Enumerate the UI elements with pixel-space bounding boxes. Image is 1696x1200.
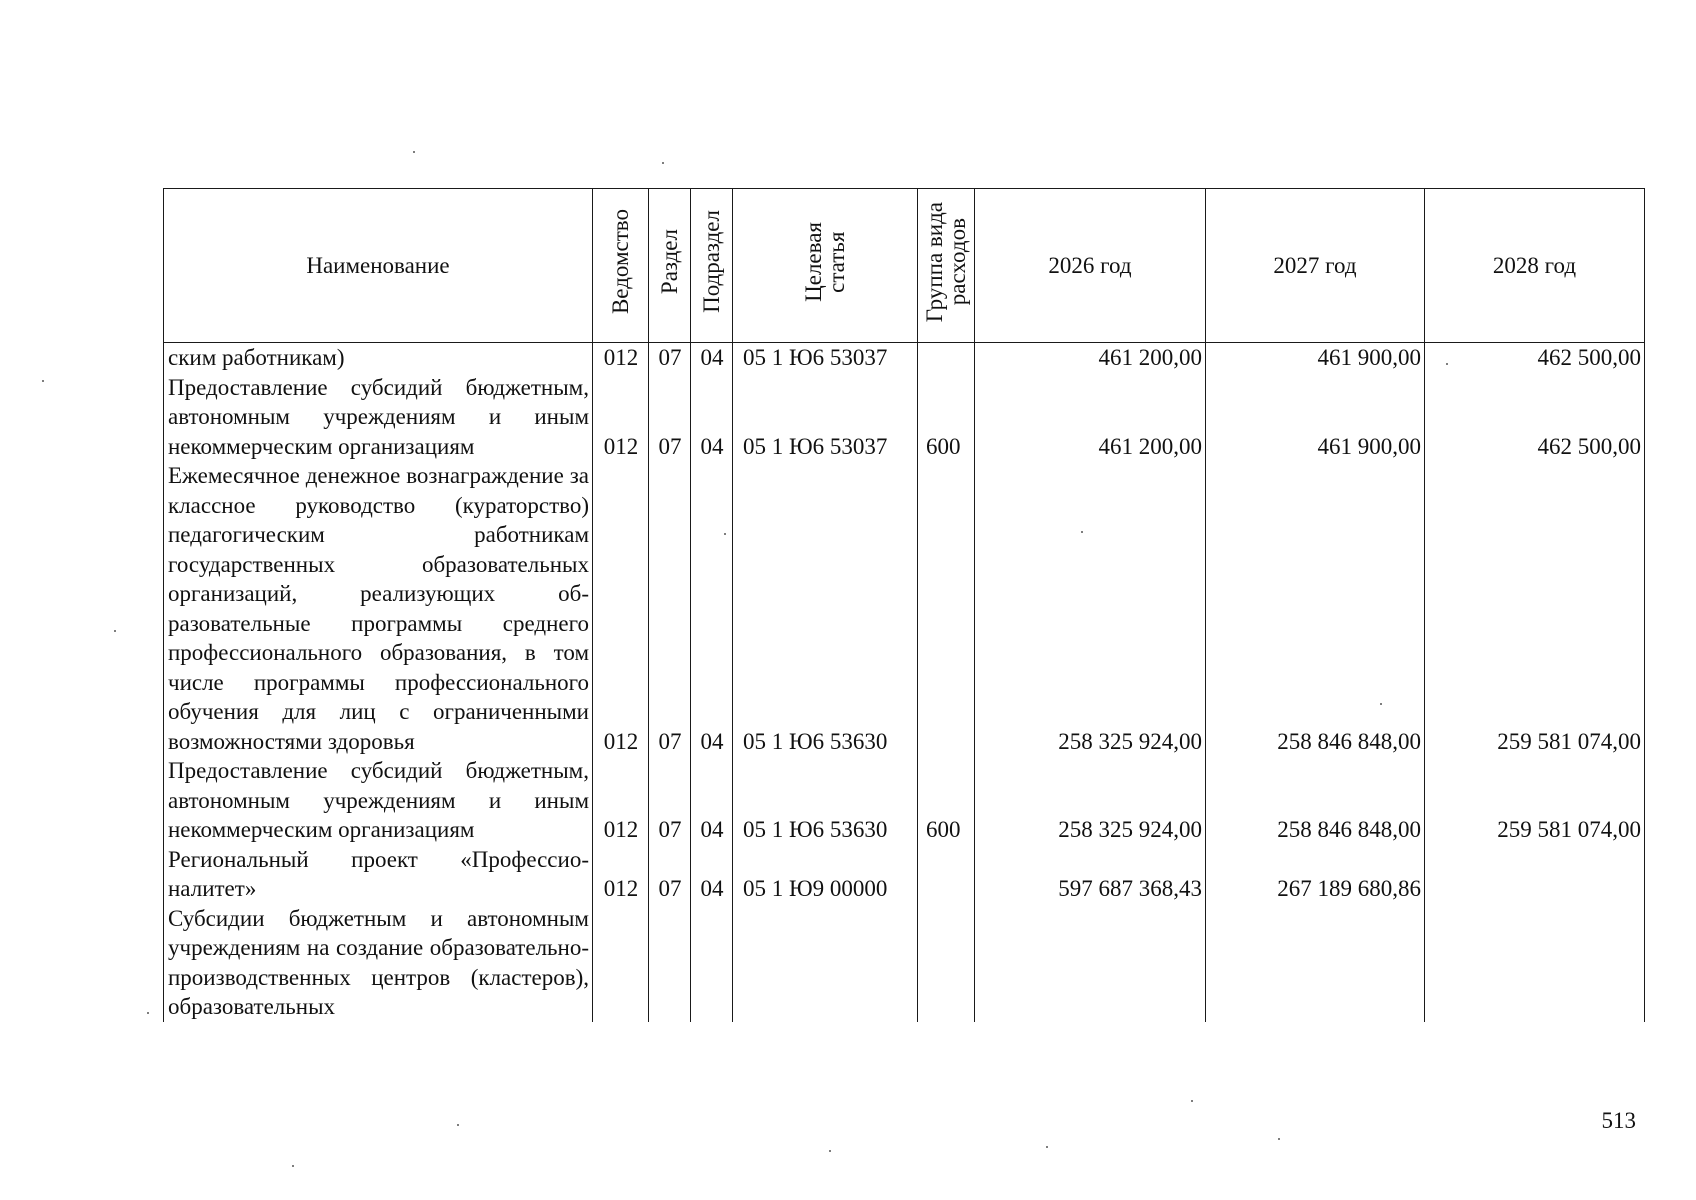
cell-razd: 07	[649, 756, 691, 845]
cell-razd: 07	[649, 461, 691, 756]
header-celevaya	[733, 189, 918, 343]
scan-speck	[42, 380, 44, 382]
cell-name: ским работникам)	[164, 343, 593, 373]
cell-y2026	[975, 904, 1206, 1022]
cell-podrazd: 04	[691, 373, 733, 462]
budget-table	[163, 188, 1645, 1022]
table-row	[164, 343, 1645, 373]
cell-razd	[649, 904, 691, 1022]
header-podrazd-label: Подраздел	[699, 210, 724, 314]
cell-y2028	[1425, 904, 1645, 1022]
cell-gruppa	[918, 461, 975, 756]
cell-podrazd: 04	[691, 756, 733, 845]
cell-podrazd: 04	[691, 461, 733, 756]
scan-speck	[829, 1150, 831, 1152]
cell-ved: 012	[593, 373, 649, 462]
cell-gruppa	[918, 845, 975, 904]
scan-speck	[1278, 1138, 1280, 1140]
cell-podrazd: 04	[691, 845, 733, 904]
header-name-label: Наименование	[306, 252, 450, 278]
cell-y2028: 259 581 074,00	[1425, 461, 1645, 756]
scan-speck	[1191, 1100, 1193, 1102]
cell-y2028: 259 581 074,00	[1425, 756, 1645, 845]
cell-gruppa	[918, 904, 975, 1022]
cell-celevaya: 05 1 Ю6 53630	[733, 461, 918, 756]
cell-ved: 012	[593, 461, 649, 756]
scan-speck	[147, 1012, 149, 1014]
cell-ved: 012	[593, 343, 649, 373]
header-celevaya-label: Целевая статья	[801, 221, 849, 302]
cell-gruppa	[918, 343, 975, 373]
table-header	[164, 189, 1645, 343]
header-y2028-label: 2028 год	[1492, 252, 1577, 278]
cell-y2027: 461 900,00	[1206, 343, 1425, 373]
cell-ved: 012	[593, 756, 649, 845]
cell-name: Ежемесячное денежное вознаграждение за классное руководство (кураторство) педагогическим работникам государственных образовательных организаций, реализующих образовательные программы среднего профессионального образования, в том числе программы профессионального обучения для лиц с ограниченными возможностями здоровья	[164, 461, 593, 756]
header-podrazd	[691, 189, 733, 343]
cell-razd: 07	[649, 343, 691, 373]
table-row	[164, 904, 1645, 1022]
cell-podrazd: 04	[691, 343, 733, 373]
header-y2028	[1425, 189, 1645, 343]
scan-speck	[724, 533, 726, 535]
header-gruppa-label: Группа вида расходов	[922, 201, 970, 322]
cell-celevaya: 05 1 Ю9 00000	[733, 845, 918, 904]
cell-y2028: 462 500,00	[1425, 373, 1645, 462]
cell-y2026: 461 200,00	[975, 343, 1206, 373]
header-name	[164, 189, 593, 343]
cell-y2028: 462 500,00	[1425, 343, 1645, 373]
table-row	[164, 756, 1645, 845]
cell-y2026: 258 325 924,00	[975, 756, 1206, 845]
table-body	[164, 343, 1645, 1022]
cell-name: Предоставление субсидий бюджетным, автономным учреждениям и иным некоммерческим организациям	[164, 756, 593, 845]
cell-y2027: 258 846 848,00	[1206, 461, 1425, 756]
cell-y2026: 461 200,00	[975, 373, 1206, 462]
header-y2026	[975, 189, 1206, 343]
scan-speck	[1446, 363, 1448, 365]
cell-name: Предоставление субсидий бюджетным, автономным учреждениям и иным некоммерческим организациям	[164, 373, 593, 462]
table-row	[164, 373, 1645, 462]
header-ved	[593, 189, 649, 343]
cell-y2027: 258 846 848,00	[1206, 756, 1425, 845]
cell-name: Субсидии бюджетным и автономным учреждениям на создание образовательно-производственных центров (кластеров), образовательных	[164, 904, 593, 1022]
scan-speck	[114, 630, 116, 632]
scan-speck	[292, 1165, 294, 1167]
cell-podrazd	[691, 904, 733, 1022]
cell-gruppa: 600	[918, 373, 975, 462]
cell-y2026: 258 325 924,00	[975, 461, 1206, 756]
cell-ved	[593, 904, 649, 1022]
page-number: 513	[1601, 1108, 1636, 1133]
scan-speck	[1081, 531, 1083, 533]
cell-razd: 07	[649, 845, 691, 904]
header-razd-label: Раздел	[657, 229, 682, 295]
cell-celevaya: 05 1 Ю6 53630	[733, 756, 918, 845]
header-gruppa	[918, 189, 975, 343]
cell-y2026: 597 687 368,43	[975, 845, 1206, 904]
table-row	[164, 461, 1645, 756]
header-y2026-label: 2026 год	[1048, 252, 1132, 278]
cell-y2027	[1206, 904, 1425, 1022]
cell-ved: 012	[593, 845, 649, 904]
scan-speck	[413, 151, 415, 153]
scan-speck	[662, 162, 664, 164]
cell-celevaya: 05 1 Ю6 53037	[733, 343, 918, 373]
header-y2027-label: 2027 год	[1273, 252, 1357, 278]
cell-y2028	[1425, 845, 1645, 904]
header-ved-label: Ведомство	[608, 209, 633, 315]
cell-razd: 07	[649, 373, 691, 462]
cell-name: Региональный проект «Профессионалитет»	[164, 845, 593, 904]
scan-speck	[457, 1124, 459, 1126]
cell-y2027: 267 189 680,86	[1206, 845, 1425, 904]
cell-celevaya	[733, 904, 918, 1022]
cell-celevaya: 05 1 Ю6 53037	[733, 373, 918, 462]
cell-y2027: 461 900,00	[1206, 373, 1425, 462]
cell-gruppa: 600	[918, 756, 975, 845]
scan-speck	[1046, 1146, 1048, 1148]
header-y2027	[1206, 189, 1425, 343]
header-razd	[649, 189, 691, 343]
table-row	[164, 845, 1645, 904]
scan-speck	[1380, 703, 1382, 705]
